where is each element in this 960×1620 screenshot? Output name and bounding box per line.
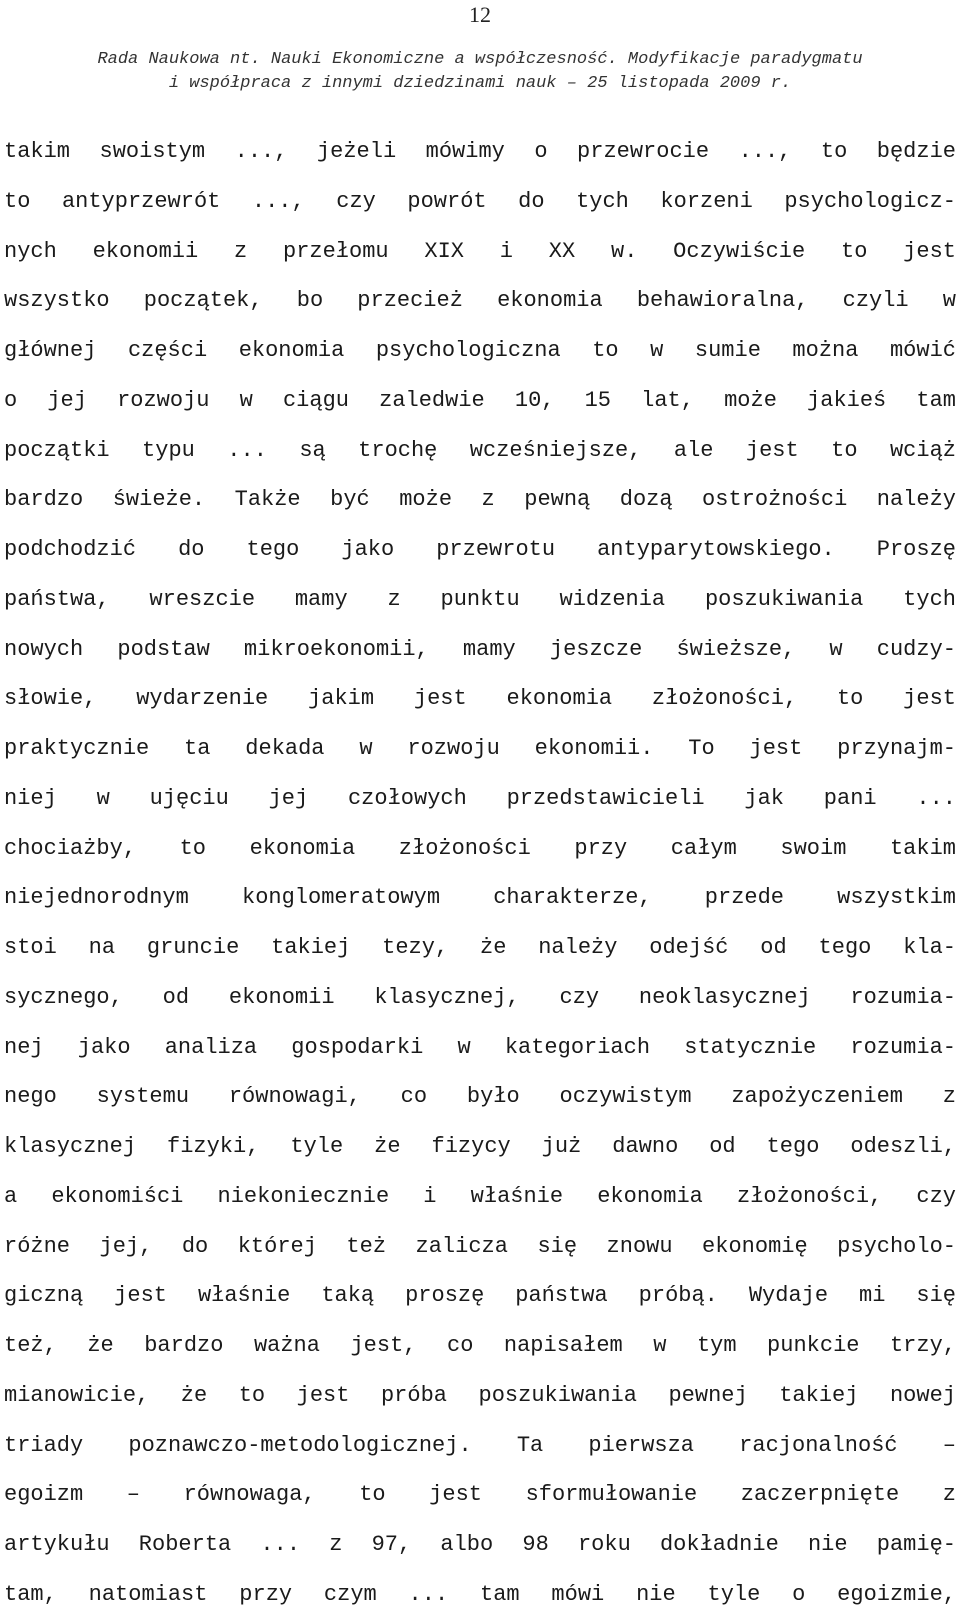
text-line: też, że bardzo ważna jest, co napisałem w tym punkcie trzy, [4,1333,956,1358]
text-line: różne jej, do której też zalicza się znowu ekonomię psycholo- [4,1233,956,1259]
header-line: i współpraca z innymi dziedzinami nauk – 25 listopada 2009 r. [168,74,792,93]
text-line: praktycznie ta dekada w rozwoju ekonomii. To jest przynajm- [4,736,956,761]
header-line: Rada Naukowa nt. Nauki Ekonomiczne a współczesność. Modyfikacje paradygmatu [97,50,863,69]
text-line: giczną jest właśnie taką proszę państwa próbą. Wydaje mi się [4,1283,956,1309]
page-number: 12 [469,2,491,27]
text-line: artykułu Roberta ... z 97, albo 98 roku dokładnie nie pamię- [4,1532,956,1557]
text-line: słowie, wydarzenie jakim jest ekonomia złożoności, to jest [4,686,956,712]
text-line: o jej rozwoju w ciągu zaledwie 10, 15 lat, może jakieś tam [4,387,956,413]
text-line: stoi na gruncie takiej tezy, że należy odejść od tego kla- [4,935,956,960]
text-line: sycznego, od ekonomii klasycznej, czy neoklasycznej rozumia- [4,984,956,1010]
text-line: mianowicie, że to jest próba poszukiwania pewnej takiej nowej [4,1382,956,1408]
text-line: państwa, wreszcie mamy z punktu widzenia poszukiwania tych [4,586,956,612]
text-line: niej w ujęciu jej czołowych przedstawicieli jak pani ... [4,785,956,811]
text-line: początki typu ... są trochę wcześniejsze, ale jest to wciąż [4,437,956,463]
text-line: nych ekonomii z przełomu XIX i XX w. Oczywiście to jest [4,238,956,264]
text-line: triady poznawczo-metodologicznej. Ta pierwsza racjonalność – [4,1432,956,1458]
text-line: wszystko początek, bo przecież ekonomia behawioralna, czyli w [4,288,956,314]
text-line: bardzo świeże. Także być może z pewną dozą ostrożności należy [4,487,956,513]
text-line: to antyprzewrót ..., czy powrót do tych korzeni psychologicz- [4,188,956,214]
text-line: egoizm – równowaga, to jest sformułowanie zaczerpnięte z [4,1482,956,1508]
text-line: a ekonomiści niekoniecznie i właśnie ekonomia złożoności, czy [4,1183,956,1209]
body-text [4,127,956,1620]
text-line: tam, natomiast przy czym ... tam mówi nie tyle o egoizmie, [4,1581,956,1607]
running-header [0,48,960,96]
text-line: chociażby, to ekonomia złożoności przy całym swoim takim [4,835,956,861]
text-line: niejednorodnym konglomeratowym charakterze, przede wszystkim [4,885,956,911]
text-line: nowych podstaw mikroekonomii, mamy jeszcze świeższe, w cudzy- [4,636,956,662]
text-line: głównej części ekonomia psychologiczna to w sumie można mówić [4,338,956,363]
text-line: klasycznej fizyki, tyle że fizycy już dawno od tego odeszli, [4,1134,956,1159]
text-line: podchodzić do tego jako przewrotu antyparytowskiego. Proszę [4,537,956,562]
text-line: nego systemu równowagi, co było oczywistym zapożyczeniem z [4,1084,956,1110]
text-line: nej jako analiza gospodarki w kategoriach statycznie rozumia- [4,1034,956,1060]
text-line: takim swoistym ..., jeżeli mówimy o przewrocie ..., to będzie [4,139,956,164]
